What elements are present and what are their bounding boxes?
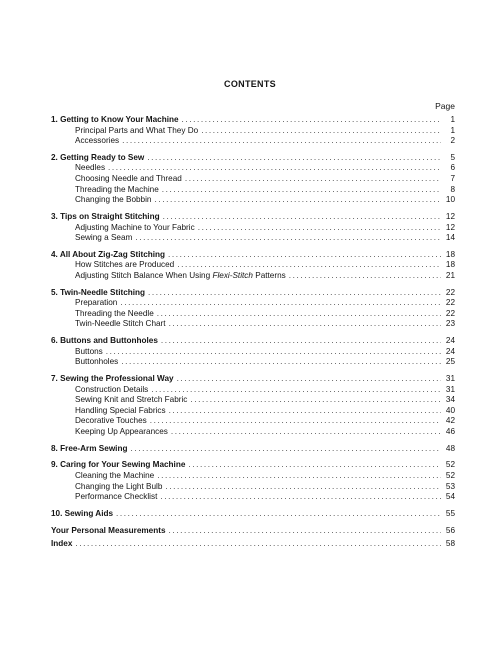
subsection-page-number: 53 bbox=[445, 481, 455, 491]
subsection-title: Buttons bbox=[75, 346, 103, 356]
toc-chapter-row bbox=[51, 460, 455, 471]
dot-leader bbox=[75, 539, 441, 550]
chapter-number: 7. bbox=[51, 374, 58, 384]
toc-section bbox=[51, 509, 455, 520]
chapter-title bbox=[51, 288, 148, 299]
chapter-number: 8. bbox=[51, 443, 58, 453]
dot-leader bbox=[162, 185, 441, 196]
chapter-title bbox=[51, 374, 177, 385]
dot-leader bbox=[130, 444, 441, 455]
chapter-page-number: 18 bbox=[445, 249, 455, 259]
toc-section bbox=[51, 250, 455, 282]
subsection-page-number: 2 bbox=[450, 136, 455, 146]
chapter-title bbox=[51, 115, 182, 126]
dot-leader bbox=[177, 260, 441, 271]
toc-section bbox=[51, 212, 455, 244]
toc-subsection-row bbox=[51, 492, 455, 503]
subsection-page-number: 10 bbox=[445, 195, 455, 205]
chapter-number: 10. bbox=[51, 508, 63, 518]
dot-leader bbox=[121, 357, 441, 368]
toc-extra-section bbox=[51, 539, 455, 550]
toc-chapter-row bbox=[51, 250, 455, 261]
subsection-page-number: 46 bbox=[445, 427, 455, 436]
toc-section bbox=[51, 115, 455, 147]
dot-leader bbox=[169, 406, 441, 417]
chapter-page-number: 22 bbox=[445, 287, 455, 297]
subsection-title-emphasis: Flexi-Stitch bbox=[212, 271, 253, 280]
toc-subsection-row bbox=[51, 309, 455, 320]
toc-subsection-row bbox=[51, 416, 455, 427]
subsection-title-part: Patterns bbox=[252, 271, 286, 280]
dot-leader bbox=[120, 298, 441, 309]
toc-section bbox=[51, 374, 455, 438]
subsection-page-number: 31 bbox=[445, 384, 455, 394]
dot-leader bbox=[106, 347, 441, 358]
dot-leader bbox=[147, 153, 441, 164]
chapter-number: 5. bbox=[51, 287, 58, 297]
subsection-page-number: 23 bbox=[445, 319, 455, 329]
subsection-title: Cleaning the Machine bbox=[75, 470, 155, 480]
chapter-title-text: Getting Ready to Sew bbox=[60, 152, 145, 162]
toc-subsection-row bbox=[51, 471, 455, 482]
subsection-title: Construction Details bbox=[75, 384, 149, 394]
chapter-page-number: 48 bbox=[445, 443, 455, 453]
toc-subsection-row bbox=[51, 385, 455, 396]
chapter-title-text: Caring for Your Sewing Machine bbox=[60, 460, 186, 470]
dot-leader bbox=[182, 115, 441, 126]
extra-page-number: 56 bbox=[445, 525, 455, 535]
chapter-page-number: 1 bbox=[450, 115, 455, 124]
chapter-title-text: Getting to Know Your Machine bbox=[60, 115, 179, 124]
toc-section bbox=[51, 460, 455, 502]
dot-leader bbox=[198, 223, 441, 234]
toc-subsection-row bbox=[51, 136, 455, 147]
subsection-title: Threading the Needle bbox=[75, 308, 154, 318]
dot-leader bbox=[169, 319, 441, 330]
table-of-contents bbox=[51, 115, 455, 553]
subsection-page-number: 22 bbox=[445, 308, 455, 318]
chapter-title-text: Tips on Straight Stitching bbox=[60, 211, 160, 221]
toc-section bbox=[51, 288, 455, 330]
dot-leader bbox=[160, 492, 441, 503]
dot-leader bbox=[157, 471, 441, 482]
subsection-page-number: 1 bbox=[450, 125, 455, 135]
subsection-title-part: Adjusting Stitch Balance When Using bbox=[75, 271, 213, 280]
subsection-page-number: 22 bbox=[445, 298, 455, 308]
subsection-title: Threading the Machine bbox=[75, 184, 159, 194]
toc-section bbox=[51, 153, 455, 206]
chapter-number: 2. bbox=[51, 152, 58, 162]
toc-subsection-row bbox=[51, 319, 455, 330]
subsection-page-number: 54 bbox=[445, 492, 455, 502]
toc-subsection-row bbox=[51, 185, 455, 196]
subsection-title: Buttonholes bbox=[75, 357, 119, 367]
subsection-page-number: 24 bbox=[445, 346, 455, 356]
subsection-page-number: 18 bbox=[445, 260, 455, 270]
chapter-page-number: 52 bbox=[445, 460, 455, 470]
dot-leader bbox=[185, 174, 441, 185]
dot-leader bbox=[148, 288, 441, 299]
dot-leader bbox=[135, 233, 441, 244]
dot-leader bbox=[201, 126, 441, 137]
chapter-title bbox=[51, 460, 188, 471]
toc-chapter-row bbox=[51, 212, 455, 223]
subsection-title bbox=[75, 271, 289, 282]
chapter-number: 9. bbox=[51, 460, 58, 470]
subsection-title: Needles bbox=[75, 163, 106, 173]
chapter-title bbox=[51, 336, 161, 347]
toc-chapter-row bbox=[51, 509, 455, 520]
toc-subsection-row bbox=[51, 126, 455, 137]
subsection-page-number: 42 bbox=[445, 416, 455, 426]
toc-subsection-row bbox=[51, 482, 455, 493]
chapter-page-number: 5 bbox=[450, 152, 455, 162]
chapter-number: 3. bbox=[51, 211, 58, 221]
subsection-title: Keeping Up Appearances bbox=[75, 427, 168, 436]
dot-leader bbox=[177, 374, 441, 385]
subsection-page-number: 12 bbox=[445, 222, 455, 232]
dot-leader bbox=[108, 163, 441, 174]
extra-title: Your Personal Measurements bbox=[51, 525, 166, 535]
chapter-title-text: Twin-Needle Stitching bbox=[60, 287, 146, 297]
toc-subsection-row bbox=[51, 195, 455, 206]
toc-extra-section bbox=[51, 526, 455, 537]
subsection-page-number: 40 bbox=[445, 405, 455, 415]
toc-subsection-row bbox=[51, 347, 455, 358]
subsection-page-number: 6 bbox=[450, 163, 455, 173]
subsection-title: Twin-Needle Stitch Chart bbox=[75, 319, 166, 329]
toc-subsection-row bbox=[51, 223, 455, 234]
page-title: CONTENTS bbox=[224, 79, 276, 89]
dot-leader bbox=[157, 309, 441, 320]
subsection-title: Sewing Knit and Stretch Fabric bbox=[75, 395, 188, 405]
toc-subsection-row bbox=[51, 406, 455, 417]
subsection-title: Changing the Light Bulb bbox=[75, 481, 163, 491]
subsection-title: How Stitches are Produced bbox=[75, 260, 175, 270]
subsection-title: Adjusting Machine to Your Fabric bbox=[75, 222, 195, 232]
dot-leader bbox=[116, 509, 441, 520]
toc-chapter-row bbox=[51, 288, 455, 299]
toc-subsection-row bbox=[51, 395, 455, 406]
subsection-title: Performance Checklist bbox=[75, 492, 158, 502]
extra-page-number: 58 bbox=[445, 539, 455, 549]
subsection-page-number: 8 bbox=[450, 184, 455, 194]
chapter-page-number: 31 bbox=[445, 374, 455, 384]
toc-section bbox=[51, 336, 455, 368]
dot-leader bbox=[165, 482, 441, 493]
toc-chapter-row bbox=[51, 444, 455, 455]
subsection-title: Decorative Touches bbox=[75, 416, 147, 426]
dot-leader bbox=[161, 336, 441, 347]
subsection-title: Preparation bbox=[75, 298, 118, 308]
subsection-page-number: 34 bbox=[445, 395, 455, 405]
chapter-page-number: 55 bbox=[445, 508, 455, 518]
subsection-title: Principal Parts and What They Do bbox=[75, 125, 199, 135]
toc-chapter-row bbox=[51, 153, 455, 164]
subsection-title: Accessories bbox=[75, 136, 120, 146]
toc-subsection-row bbox=[51, 174, 455, 185]
dot-leader bbox=[154, 195, 441, 206]
dot-leader bbox=[188, 460, 441, 471]
chapter-title-text: Free-Arm Sewing bbox=[60, 443, 128, 453]
chapter-title bbox=[51, 212, 163, 223]
dot-leader bbox=[168, 250, 441, 261]
toc-subsection-row bbox=[51, 298, 455, 309]
chapter-number: 6. bbox=[51, 336, 58, 346]
toc-subsection-row bbox=[51, 357, 455, 368]
toc-subsection-row bbox=[51, 427, 455, 438]
chapter-title bbox=[51, 250, 168, 261]
toc-extra-row bbox=[51, 539, 455, 550]
toc-chapter-row bbox=[51, 374, 455, 385]
toc-section bbox=[51, 444, 455, 455]
toc-extra-row bbox=[51, 526, 455, 537]
subsection-title: Changing the Bobbin bbox=[75, 195, 152, 205]
dot-leader bbox=[289, 271, 441, 282]
chapter-title bbox=[51, 444, 130, 455]
chapter-title-text: Buttons and Buttonholes bbox=[60, 336, 158, 346]
chapter-number: 4. bbox=[51, 249, 58, 259]
subsection-title: Handling Special Fabrics bbox=[75, 405, 166, 415]
dot-leader bbox=[171, 427, 441, 438]
dot-leader bbox=[163, 212, 441, 223]
chapter-page-number: 12 bbox=[445, 211, 455, 221]
chapter-title-text: Sewing the Professional Way bbox=[60, 374, 174, 384]
chapter-number: 1. bbox=[51, 115, 58, 124]
toc-subsection-row bbox=[51, 233, 455, 244]
chapter-page-number: 24 bbox=[445, 336, 455, 346]
extra-title: Index bbox=[51, 539, 73, 549]
page-column-label: Page bbox=[435, 101, 455, 111]
dot-leader bbox=[169, 526, 441, 537]
toc-subsection-row bbox=[51, 271, 455, 282]
dot-leader bbox=[122, 136, 441, 147]
subsection-title: Sewing a Seam bbox=[75, 233, 133, 243]
dot-leader bbox=[151, 385, 441, 396]
toc-subsection-row bbox=[51, 163, 455, 174]
subsection-title: Choosing Needle and Thread bbox=[75, 174, 182, 184]
dot-leader bbox=[190, 395, 441, 406]
chapter-title bbox=[51, 153, 147, 164]
subsection-page-number: 25 bbox=[445, 357, 455, 367]
subsection-page-number: 21 bbox=[445, 271, 455, 280]
chapter-title-text: All About Zig-Zag Stitching bbox=[59, 249, 166, 259]
toc-subsection-row bbox=[51, 260, 455, 271]
dot-leader bbox=[150, 416, 441, 427]
toc-chapter-row bbox=[51, 115, 455, 126]
subsection-page-number: 7 bbox=[450, 174, 455, 184]
subsection-page-number: 52 bbox=[445, 470, 455, 480]
toc-chapter-row bbox=[51, 336, 455, 347]
chapter-title bbox=[51, 509, 116, 520]
subsection-page-number: 14 bbox=[445, 233, 455, 243]
chapter-title-text: Sewing Aids bbox=[64, 508, 114, 518]
